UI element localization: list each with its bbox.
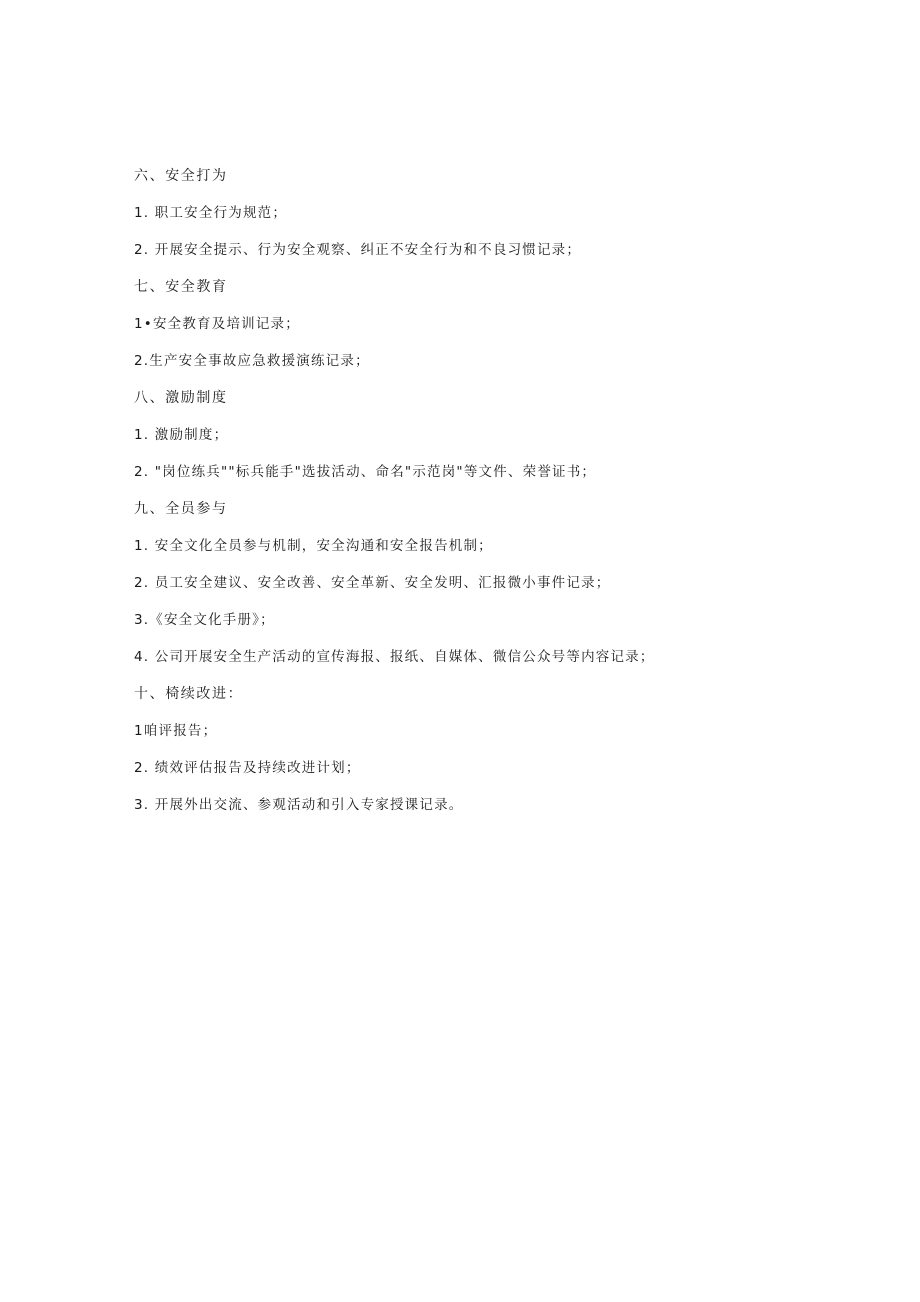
list-item: 2. 绩效评估报告及持续改进计划； — [134, 760, 361, 776]
list-item: 3. 开展外出交流、参观活动和引入专家授课记录。 — [134, 797, 464, 813]
list-item: 2. 开展安全提示、行为安全观察、纠正不安全行为和不良习惯记录； — [134, 242, 582, 258]
list-item: 2. "岗位练兵""标兵能手"选拔活动、命名"示范岗"等文件、荣誉证书； — [134, 464, 597, 480]
section-heading-full-participation: 九、全员参与 — [134, 501, 228, 517]
list-item: 2.生产安全事故应急救援演练记录； — [134, 353, 370, 369]
list-item: 1•安全教育及培训记录； — [134, 316, 300, 332]
section-heading-continuous-improvement: 十、椅续改进： — [134, 686, 244, 702]
list-item: 1. 安全文化全员参与机制，安全沟通和安全报告机制； — [134, 538, 493, 554]
list-item: 1咱评报告； — [134, 723, 218, 739]
section-heading-safety-behavior: 六、安全打为 — [134, 168, 228, 184]
list-item: 1. 职工安全行为规范； — [134, 205, 288, 221]
section-heading-safety-education: 七、安全教育 — [134, 279, 228, 295]
list-item: 2. 员工安全建议、安全改善、安全革新、安全发明、汇报微小事件记录； — [134, 575, 611, 591]
list-item: 3.《安全文化手册》； — [134, 612, 275, 628]
list-item: 1. 激励制度； — [134, 427, 229, 443]
section-heading-incentive-system: 八、激励制度 — [134, 390, 228, 406]
list-item: 4. 公司开展安全生产活动的宣传海报、报纸、自媒体、微信公众号等内容记录； — [134, 649, 655, 665]
